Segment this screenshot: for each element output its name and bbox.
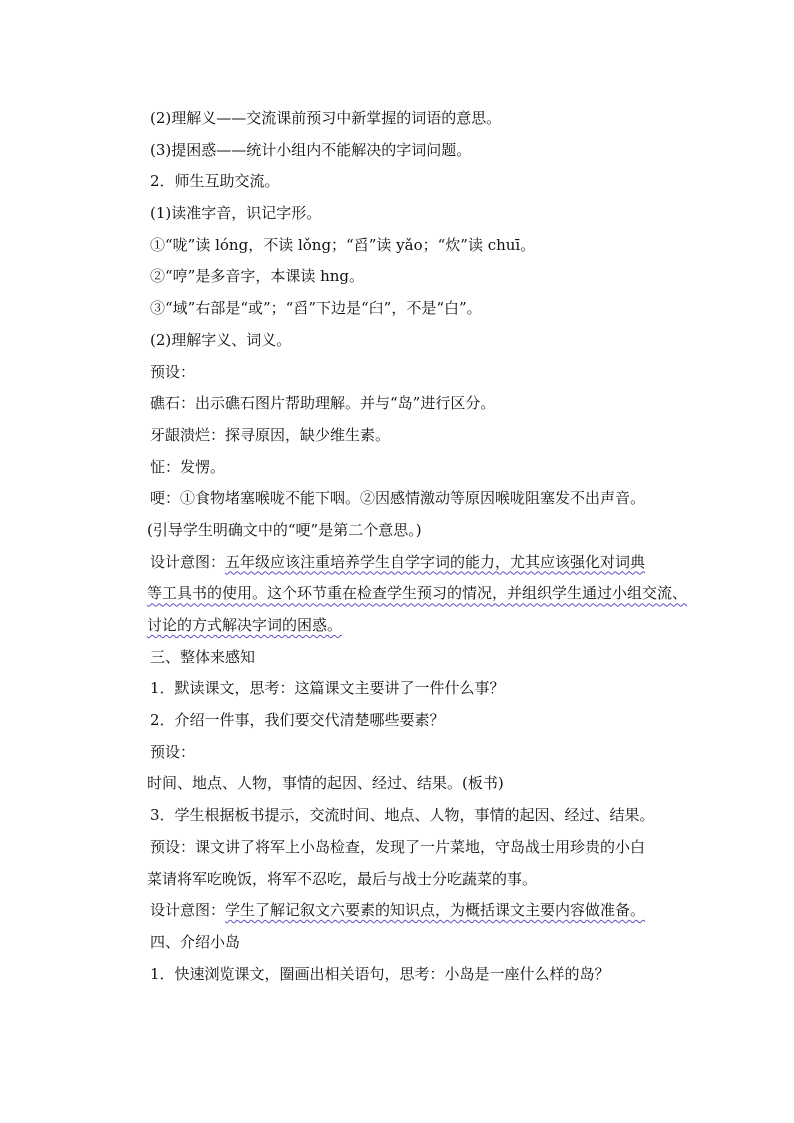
paragraph-line: 预设： xyxy=(150,742,196,761)
paragraph-line: 礁石：出示礁石图片帮助理解。并与“岛”进行区分。 xyxy=(150,394,496,413)
paragraph-line: 牙龈溃烂：探寻原因，缺少维生素。 xyxy=(150,425,391,444)
paragraph-line: (1)读准字音，识记字形。 xyxy=(150,204,322,223)
section-heading: 四、介绍小岛 xyxy=(150,932,241,951)
document-body xyxy=(117,103,697,990)
design-intent-text: 学生了解记叙文六要素的知识点，为概括课文主要内容做准备。 xyxy=(225,901,646,920)
design-intent-line xyxy=(117,895,697,927)
paragraph-line: 时间、地点、人物，事情的起因、经过、结果。(板书) xyxy=(147,774,504,793)
design-intent-line xyxy=(117,578,697,610)
paragraph-line: (2)理解字义、词义。 xyxy=(150,330,292,349)
paragraph-line: 预设：课文讲了将军上小岛检查，发现了一片菜地，守岛战士用珍贵的小白 xyxy=(150,837,646,856)
paragraph-line: 1．默读课文，思考：这篇课文主要讲了一件什么事？ xyxy=(150,679,505,698)
paragraph-line: (引导学生明确文中的“哽”是第二个意思。) xyxy=(147,520,422,539)
section-heading: 三、整体来感知 xyxy=(150,647,256,666)
paragraph-line: 菜请将军吃晚饭，将军不忍吃，最后与战士分吃蔬菜的事。 xyxy=(147,869,538,888)
design-intent-line xyxy=(117,610,697,642)
paragraph-line: 2．介绍一件事，我们要交代清楚哪些要素？ xyxy=(150,711,445,730)
design-intent-text: 讨论的方式解决字词的困惑。 xyxy=(147,616,343,634)
paragraph-line: ③“域”右部是“或”；“舀”下边是“臼”，不是“白”。 xyxy=(150,299,482,318)
design-intent-text: 五年级应该注重培养学生自学字词的能力，尤其应该强化对词典 xyxy=(225,552,646,571)
paragraph-line: 预设： xyxy=(150,362,196,381)
paragraph-line: ②“哼”是多音字，本课读 hng。 xyxy=(150,267,365,286)
design-intent-text: 等工具书的使用。这个环节重在检查学生预习的情况，并组织学生通过小组交流、 xyxy=(147,584,688,603)
paragraph-line: 哽：①食物堵塞喉咙不能下咽。②因感情激动等原因喉咙阻塞发不出声音。 xyxy=(150,489,646,508)
design-intent-label: 设计意图： xyxy=(150,552,226,571)
paragraph-line: 怔：发愣。 xyxy=(150,457,226,476)
design-intent-line xyxy=(117,547,697,579)
paragraph-line: 1．快速浏览课文，圈画出相关语句，思考：小岛是一座什么样的岛？ xyxy=(150,964,610,983)
paragraph-line: 3．学生根据板书提示，交流时间、地点、人物，事情的起因、经过、结果。 xyxy=(150,806,655,825)
paragraph-line: (2)理解义——交流课前预习中新掌握的词语的意思。 xyxy=(150,109,502,127)
design-intent-label: 设计意图： xyxy=(150,901,226,920)
paragraph-line: ①“咙”读 lóng，不读 lǒng；“舀”读 yǎo；“炊”读 chuī。 xyxy=(150,235,536,254)
paragraph-line: (3)提困惑——统计小组内不能解决的字词问题。 xyxy=(150,140,472,159)
paragraph-line: 2．师生互助交流。 xyxy=(150,172,280,191)
